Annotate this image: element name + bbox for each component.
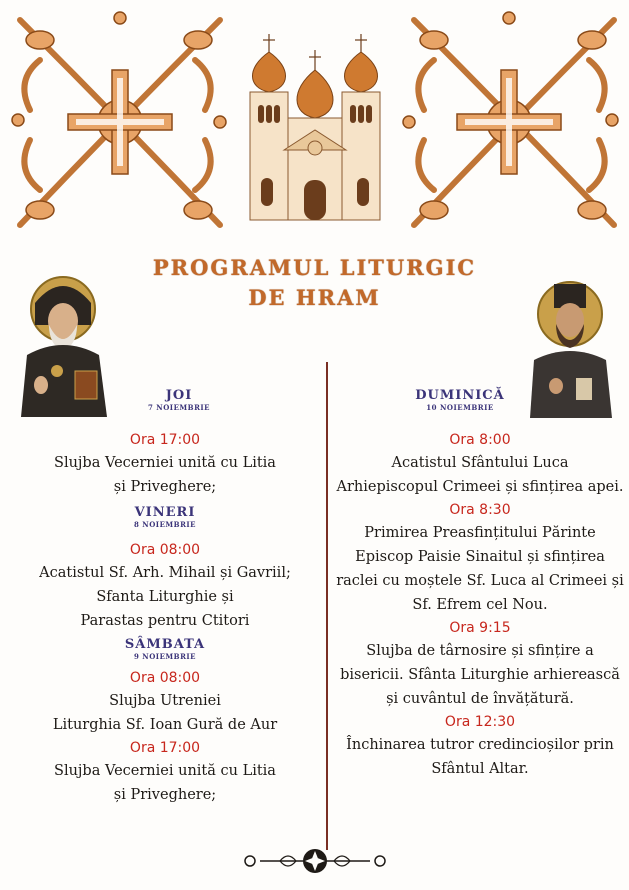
- event-text: Liturghia Sf. Ioan Gură de Aur: [52, 717, 278, 733]
- event-text: Parastas pentru Ctitori: [80, 613, 250, 629]
- event-text: Slujba Vecerniei unită cu Litia: [54, 763, 276, 779]
- page-subtitle: DE HRAM: [248, 285, 381, 310]
- event-text: și Priveghere;: [113, 787, 217, 803]
- event-text: Primirea Preasfințitului Părinte: [364, 525, 596, 541]
- event-time: Ora 08:00: [129, 670, 201, 686]
- day-friday: VINERI: [134, 505, 196, 520]
- date-friday: 8 NOIEMBRIE: [133, 520, 196, 529]
- schedule-right-column: [333, 380, 627, 781]
- day-sunday: DUMINICĂ: [415, 388, 505, 403]
- event-text: Slujba Vecerniei unită cu Litia: [54, 455, 276, 471]
- event-time: Ora 8:00: [449, 432, 511, 448]
- event-text: Sfântul Altar.: [431, 761, 529, 777]
- event-text: Sfanta Liturghie și: [96, 589, 234, 605]
- event-text: raclei cu moștele Sf. Luca al Crimeei și: [336, 573, 624, 589]
- event-text: Acatistul Sfântului Luca: [391, 455, 569, 471]
- date-saturday: 9 NOIEMBRIE: [133, 652, 196, 661]
- day-thursday: JOI: [165, 388, 193, 403]
- event-text: Episcop Paisie Sinaitul și sfințirea: [355, 549, 605, 565]
- floral-cross-ornament-icon: [394, 0, 629, 245]
- column-divider: [326, 362, 328, 850]
- event-text: bisericii. Sfânta Liturghie arhierească: [340, 667, 620, 683]
- event-text: Acatistul Sf. Arh. Mihail și Gavriil;: [39, 565, 291, 581]
- event-text: Slujba de târnosire și sfințire a: [366, 643, 594, 659]
- event-time: Ora 9:15: [449, 620, 511, 636]
- event-time: Ora 17:00: [129, 432, 201, 448]
- floral-cross-ornament-icon: [0, 0, 235, 245]
- date-thursday: 7 NOIEMBRIE: [147, 403, 210, 412]
- day-saturday: SÂMBATA: [124, 637, 206, 652]
- event-time: Ora 17:00: [129, 740, 201, 756]
- event-time: Ora 8:30: [449, 502, 511, 518]
- event-text: Arhiepiscopul Crimeei și sfințirea apei.: [336, 479, 624, 495]
- event-time: Ora 12:30: [444, 714, 516, 730]
- schedule-left-column: [16, 380, 314, 807]
- date-sunday: 10 NOIEMBRIE: [426, 403, 494, 412]
- event-time: Ora 08:00: [129, 542, 201, 558]
- event-text: Închinarea tutror credincioșilor prin: [346, 737, 614, 753]
- event-text: și cuvântul de învățătură.: [386, 691, 574, 707]
- page-title: PROGRAMUL LITURGIC: [152, 255, 477, 280]
- event-text: Sf. Efrem cel Nou.: [412, 597, 548, 613]
- church-icon: [236, 30, 394, 222]
- event-text: și Priveghere;: [113, 479, 217, 495]
- bottom-ornament-icon: [240, 846, 390, 876]
- event-text: Slujba Utreniei: [109, 693, 221, 709]
